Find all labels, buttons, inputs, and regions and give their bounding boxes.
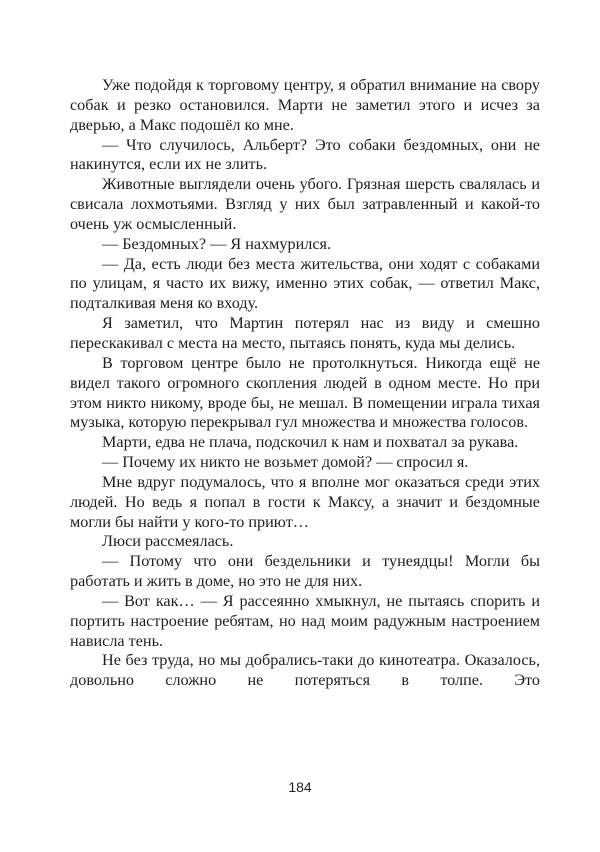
paragraph: Люси рассмеялась. bbox=[102, 532, 234, 551]
paragraph: В торговом центре было не протолкнуться. Никогда ещё не видел такого огромного скопления людей в одном месте. Но при этом никто никому, вроде бы, не мешал. В помещении играла тихая музыка, которую перекрывал гул множества и множества голосов. bbox=[70, 353, 540, 432]
paragraph: Марти, едва не плача, подскочил к нам и похватал за рукава. bbox=[102, 433, 519, 452]
paragraph: Я заметил, что Мартин потерял нас из виду и смешно перескакивал с места на место, пытаясь понять, куда мы делись. bbox=[70, 314, 540, 352]
paragraph: — Бездомных? — Я нахмурился. bbox=[102, 234, 332, 253]
paragraph: — Вот как… — Я рассеянно хмыкнул, не пытаясь спорить и портить настроение ребятам, но над моим радужным настроением нависла тень. bbox=[70, 591, 540, 650]
paragraph: — Потому что они бездельники и тунеядцы! Могли бы работать и жить в доме, но это не для них. bbox=[70, 552, 540, 591]
page-body bbox=[70, 76, 540, 691]
paragraph: Мне вдруг подумалось, что я вполне мог оказаться среди этих людей. Но ведь я попал в гости к Максу, а значит и бездомные могли бы найти у кого-то приют… bbox=[70, 472, 540, 531]
paragraph: — Что случилось, Альберт? Это собаки бездомных, они не накинутся, если их не злить. bbox=[70, 135, 540, 174]
paragraph: — Почему их никто не возьмет домой? — спросил я. bbox=[102, 453, 469, 472]
paragraph: Уже подойдя к торговому центру, я обратил внимание на свору собак и резко остановился. Марти не заметил этого и исчез за дверью, а Макс подошёл ко мне. bbox=[70, 76, 540, 134]
paragraph-last: Не без труда, но мы добрались-таки до кинотеатра. Оказалось, довольно сложно не потеряться в толпе. Это bbox=[70, 651, 540, 690]
paragraph: Животные выглядели очень убого. Грязная шерсть свалялась и свисала лохмотьями. Взгляд у них был затравленный и какой-то очень уж осмысленный. bbox=[70, 175, 540, 233]
paragraph: — Да, есть люди без места жительства, они ходят с собаками по улицам, я часто их вижу, именно этих собак, — ответил Макс, подталкивая меня ко входу. bbox=[70, 254, 540, 313]
page-number: 184 bbox=[288, 779, 312, 795]
